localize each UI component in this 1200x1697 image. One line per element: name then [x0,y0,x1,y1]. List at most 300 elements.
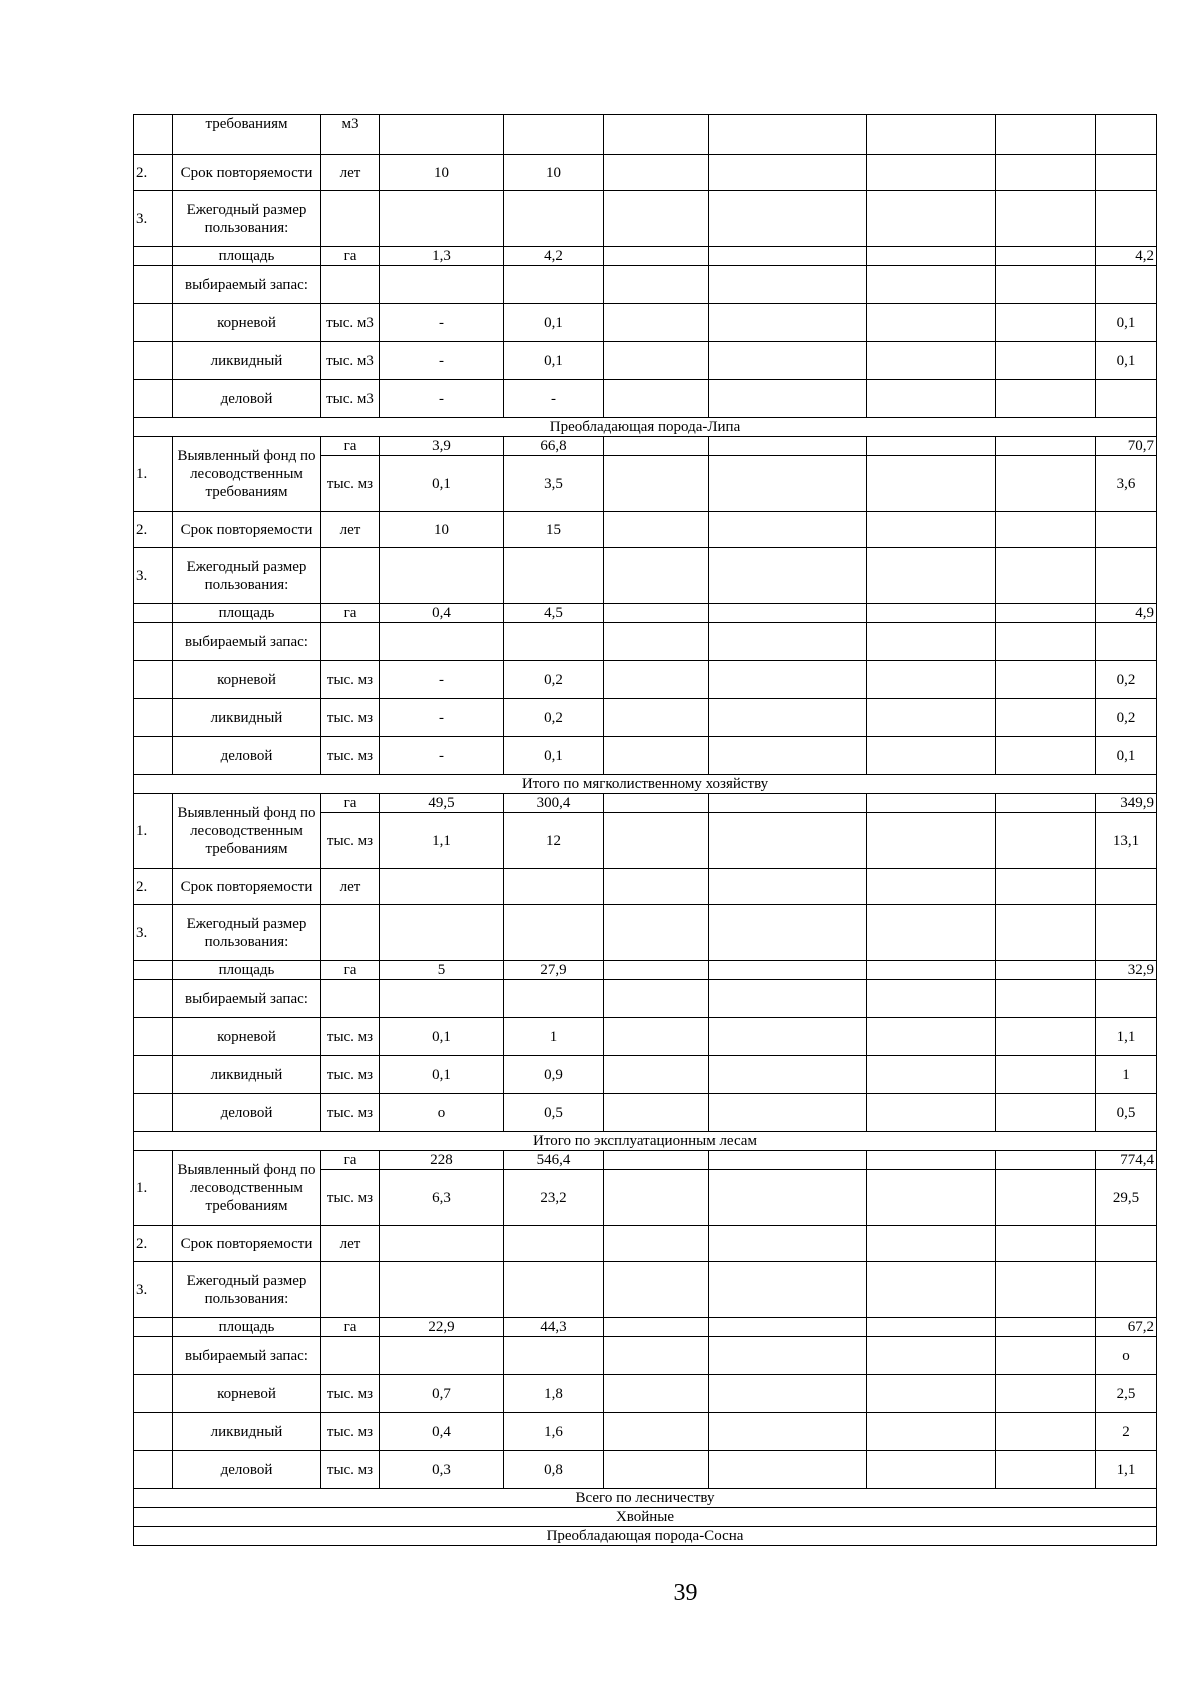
empty-cell [867,1451,996,1489]
section-row [134,1527,1157,1546]
empty-cell [996,1094,1096,1132]
value-cell: - [380,304,504,342]
empty-cell [867,604,996,623]
empty-cell [709,794,867,813]
empty-cell [709,191,867,247]
empty-cell [604,191,709,247]
table-row [134,661,1157,699]
section-header: Итого по эксплуатационным лесам [134,1132,1157,1151]
empty-cell [604,380,709,418]
row-unit: лет [321,1226,380,1262]
table-row [134,1151,1157,1170]
value-cell: 1,6 [504,1413,604,1451]
table-row [134,604,1157,623]
value-cell: 1,1 [380,813,504,869]
empty-cell [709,304,867,342]
empty-cell [604,456,709,512]
empty-cell [709,115,867,155]
table-row [134,1375,1157,1413]
value-cell: 66,8 [504,437,604,456]
total-cell [1096,380,1157,418]
row-unit: тыс. мз [321,1451,380,1489]
row-number [134,980,173,1018]
empty-cell [709,1375,867,1413]
row-name: Срок повторяемости [173,1226,321,1262]
value-cell: 0,7 [380,1375,504,1413]
empty-cell [709,699,867,737]
value-cell [504,905,604,961]
row-unit: тыс. м3 [321,342,380,380]
empty-cell [709,247,867,266]
section-header: Преобладающая порода-Липа [134,418,1157,437]
table-row [134,247,1157,266]
total-cell: 4,2 [1096,247,1157,266]
row-number: 3. [134,1262,173,1318]
table-row [134,961,1157,980]
row-unit: тыс. мз [321,737,380,775]
row-name: площадь [173,247,321,266]
total-cell: о [1096,1337,1157,1375]
empty-cell [867,813,996,869]
value-cell: 0,2 [504,661,604,699]
value-cell: 0,4 [380,604,504,623]
value-cell: 23,2 [504,1170,604,1226]
empty-cell [867,905,996,961]
empty-cell [996,247,1096,266]
row-number: 2. [134,155,173,191]
empty-cell [709,1170,867,1226]
row-name: площадь [173,604,321,623]
row-name: деловой [173,1451,321,1489]
row-name: Срок повторяемости [173,512,321,548]
empty-cell [604,1337,709,1375]
empty-cell [604,623,709,661]
row-number [134,604,173,623]
value-cell: 0,9 [504,1056,604,1094]
total-cell [1096,905,1157,961]
total-cell: 70,7 [1096,437,1157,456]
empty-cell [709,623,867,661]
empty-cell [604,1262,709,1318]
empty-cell [867,737,996,775]
value-cell: 10 [380,155,504,191]
section-row [134,1489,1157,1508]
empty-cell [996,699,1096,737]
table-row [134,1094,1157,1132]
row-name: деловой [173,1094,321,1132]
value-cell: 1,8 [504,1375,604,1413]
empty-cell [604,980,709,1018]
row-unit: тыс. мз [321,1056,380,1094]
empty-cell [604,512,709,548]
value-cell [380,115,504,155]
row-unit: м3 [321,115,380,155]
total-cell: 0,1 [1096,737,1157,775]
empty-cell [604,661,709,699]
row-unit: га [321,961,380,980]
row-name: выбираемый запас: [173,623,321,661]
row-unit: лет [321,512,380,548]
row-number [134,1318,173,1337]
value-cell: 0,1 [504,342,604,380]
empty-cell [604,869,709,905]
row-number [134,266,173,304]
row-unit: тыс. мз [321,1018,380,1056]
value-cell: 3,9 [380,437,504,456]
empty-cell [604,1318,709,1337]
empty-cell [996,1170,1096,1226]
row-number: 2. [134,1226,173,1262]
empty-cell [996,1056,1096,1094]
row-number [134,1413,173,1451]
empty-cell [709,437,867,456]
empty-cell [709,813,867,869]
value-cell [504,1337,604,1375]
section-row [134,1508,1157,1527]
row-number: 3. [134,548,173,604]
value-cell [504,548,604,604]
empty-cell [709,342,867,380]
empty-cell [996,623,1096,661]
empty-cell [867,342,996,380]
row-name: Ежегодный размер пользования: [173,1262,321,1318]
total-cell: 13,1 [1096,813,1157,869]
row-number [134,1094,173,1132]
row-name: Ежегодный размер пользования: [173,191,321,247]
value-cell: 0,3 [380,1451,504,1489]
total-cell: 1,1 [1096,1018,1157,1056]
total-cell: 32,9 [1096,961,1157,980]
row-number [134,380,173,418]
row-name: Срок повторяемости [173,869,321,905]
value-cell [380,1226,504,1262]
empty-cell [996,1375,1096,1413]
value-cell [504,115,604,155]
row-unit [321,980,380,1018]
row-name: Ежегодный размер пользования: [173,548,321,604]
total-cell: 1,1 [1096,1451,1157,1489]
empty-cell [867,1337,996,1375]
table-row [134,191,1157,247]
value-cell: - [380,661,504,699]
value-cell [380,548,504,604]
value-cell: 22,9 [380,1318,504,1337]
table-row [134,905,1157,961]
row-name: Срок повторяемости [173,155,321,191]
value-cell [504,191,604,247]
empty-cell [867,1056,996,1094]
empty-cell [709,512,867,548]
empty-cell [709,661,867,699]
row-unit: га [321,604,380,623]
value-cell: 0,1 [504,304,604,342]
row-name: требованиям [173,115,321,155]
table-row [134,266,1157,304]
value-cell: 6,3 [380,1170,504,1226]
value-cell: 5 [380,961,504,980]
forest-use-table [133,114,1157,1546]
empty-cell [867,869,996,905]
table-row [134,1056,1157,1094]
empty-cell [996,155,1096,191]
total-cell [1096,512,1157,548]
value-cell: 1 [504,1018,604,1056]
empty-cell [867,699,996,737]
table-row [134,1337,1157,1375]
value-cell: - [380,737,504,775]
row-name: выбираемый запас: [173,980,321,1018]
row-unit: га [321,437,380,456]
empty-cell [709,1451,867,1489]
value-cell [504,980,604,1018]
empty-cell [604,342,709,380]
total-cell: 67,2 [1096,1318,1157,1337]
section-header: Преобладающая порода-Сосна [134,1527,1157,1546]
empty-cell [996,1151,1096,1170]
value-cell: 0,2 [504,699,604,737]
empty-cell [604,1056,709,1094]
row-name: ликвидный [173,1056,321,1094]
table-row [134,1318,1157,1337]
empty-cell [709,456,867,512]
table-row [134,1413,1157,1451]
empty-cell [867,1375,996,1413]
row-name: корневой [173,304,321,342]
value-cell: 0,8 [504,1451,604,1489]
value-cell [504,1226,604,1262]
value-cell [380,191,504,247]
value-cell: - [380,380,504,418]
empty-cell [709,1337,867,1375]
empty-cell [604,794,709,813]
total-cell [1096,548,1157,604]
empty-cell [867,548,996,604]
total-cell [1096,1262,1157,1318]
empty-cell [996,905,1096,961]
total-cell [1096,980,1157,1018]
row-number [134,247,173,266]
total-cell: 0,2 [1096,661,1157,699]
empty-cell [709,869,867,905]
value-cell [504,623,604,661]
row-number [134,304,173,342]
value-cell [504,1262,604,1318]
value-cell [380,869,504,905]
row-number: 1. [134,794,173,869]
table-row [134,737,1157,775]
total-cell [1096,115,1157,155]
table-row [134,304,1157,342]
total-cell: 0,2 [1096,699,1157,737]
empty-cell [604,1018,709,1056]
value-cell: 4,5 [504,604,604,623]
total-cell [1096,869,1157,905]
row-name: корневой [173,1018,321,1056]
value-cell: 0,5 [504,1094,604,1132]
value-cell: 3,5 [504,456,604,512]
empty-cell [867,1413,996,1451]
total-cell: 0,5 [1096,1094,1157,1132]
table-row [134,437,1157,456]
empty-cell [996,266,1096,304]
value-cell: - [380,699,504,737]
table-row [134,1451,1157,1489]
empty-cell [996,813,1096,869]
total-cell [1096,155,1157,191]
value-cell: - [380,342,504,380]
total-cell: 4,9 [1096,604,1157,623]
row-name: Выявленный фонд по лесоводственным требованиям [173,794,321,869]
table-row [134,1018,1157,1056]
section-row [134,1132,1157,1151]
empty-cell [709,980,867,1018]
empty-cell [604,961,709,980]
empty-cell [604,247,709,266]
row-name: Выявленный фонд по лесоводственным требованиям [173,437,321,512]
empty-cell [709,1151,867,1170]
table-row [134,1262,1157,1318]
row-unit [321,266,380,304]
row-unit: тыс. мз [321,456,380,512]
section-row [134,775,1157,794]
value-cell: 10 [504,155,604,191]
empty-cell [996,1262,1096,1318]
empty-cell [996,1451,1096,1489]
empty-cell [867,155,996,191]
empty-cell [867,380,996,418]
empty-cell [867,1262,996,1318]
table-row [134,869,1157,905]
empty-cell [709,604,867,623]
row-unit: тыс. мз [321,1094,380,1132]
row-number [134,737,173,775]
empty-cell [996,961,1096,980]
total-cell [1096,191,1157,247]
empty-cell [996,737,1096,775]
value-cell [380,905,504,961]
empty-cell [604,115,709,155]
empty-cell [867,1318,996,1337]
empty-cell [604,304,709,342]
empty-cell [867,1151,996,1170]
empty-cell [996,1337,1096,1375]
row-number [134,1451,173,1489]
section-header: Хвойные [134,1508,1157,1527]
table-row [134,512,1157,548]
value-cell: 44,3 [504,1318,604,1337]
value-cell: о [380,1094,504,1132]
row-number [134,661,173,699]
row-name: выбираемый запас: [173,1337,321,1375]
total-cell: 2 [1096,1413,1157,1451]
total-cell: 774,4 [1096,1151,1157,1170]
value-cell: 0,4 [380,1413,504,1451]
empty-cell [867,1018,996,1056]
row-number: 2. [134,869,173,905]
empty-cell [709,1226,867,1262]
table-row [134,623,1157,661]
row-name: площадь [173,961,321,980]
row-name: Ежегодный размер пользования: [173,905,321,961]
empty-cell [996,304,1096,342]
empty-cell [867,661,996,699]
row-number: 3. [134,905,173,961]
page-number: 39 [673,1580,698,1606]
row-unit: тыс. м3 [321,304,380,342]
empty-cell [604,1151,709,1170]
value-cell: 27,9 [504,961,604,980]
row-unit [321,905,380,961]
total-cell: 0,1 [1096,304,1157,342]
row-name: выбираемый запас: [173,266,321,304]
row-number [134,342,173,380]
table-row [134,794,1157,813]
empty-cell [604,1226,709,1262]
value-cell [380,980,504,1018]
empty-cell [604,737,709,775]
table-row [134,980,1157,1018]
total-cell [1096,266,1157,304]
row-unit: лет [321,155,380,191]
empty-cell [867,1170,996,1226]
empty-cell [604,1170,709,1226]
empty-cell [996,661,1096,699]
value-cell: 10 [380,512,504,548]
value-cell [504,266,604,304]
empty-cell [996,1318,1096,1337]
value-cell: 300,4 [504,794,604,813]
empty-cell [709,1318,867,1337]
row-number [134,1056,173,1094]
empty-cell [996,980,1096,1018]
row-unit: тыс. мз [321,699,380,737]
empty-cell [604,604,709,623]
empty-cell [996,1226,1096,1262]
row-unit: тыс. мз [321,813,380,869]
table-row [134,380,1157,418]
value-cell [380,1337,504,1375]
empty-cell [604,813,709,869]
empty-cell [604,437,709,456]
row-unit: тыс. мз [321,661,380,699]
value-cell: 546,4 [504,1151,604,1170]
row-unit: тыс. мз [321,1170,380,1226]
value-cell: - [504,380,604,418]
section-row [134,418,1157,437]
row-number [134,1018,173,1056]
value-cell [380,623,504,661]
value-cell: 0,1 [380,1056,504,1094]
empty-cell [709,1018,867,1056]
total-cell [1096,1226,1157,1262]
table-row [134,548,1157,604]
total-cell [1096,623,1157,661]
empty-cell [996,1018,1096,1056]
total-cell: 0,1 [1096,342,1157,380]
row-name: деловой [173,737,321,775]
empty-cell [996,1413,1096,1451]
total-cell: 3,6 [1096,456,1157,512]
empty-cell [996,512,1096,548]
value-cell: 4,2 [504,247,604,266]
empty-cell [604,548,709,604]
empty-cell [867,794,996,813]
empty-cell [709,266,867,304]
row-number [134,1375,173,1413]
row-unit [321,1337,380,1375]
empty-cell [867,247,996,266]
row-number: 2. [134,512,173,548]
